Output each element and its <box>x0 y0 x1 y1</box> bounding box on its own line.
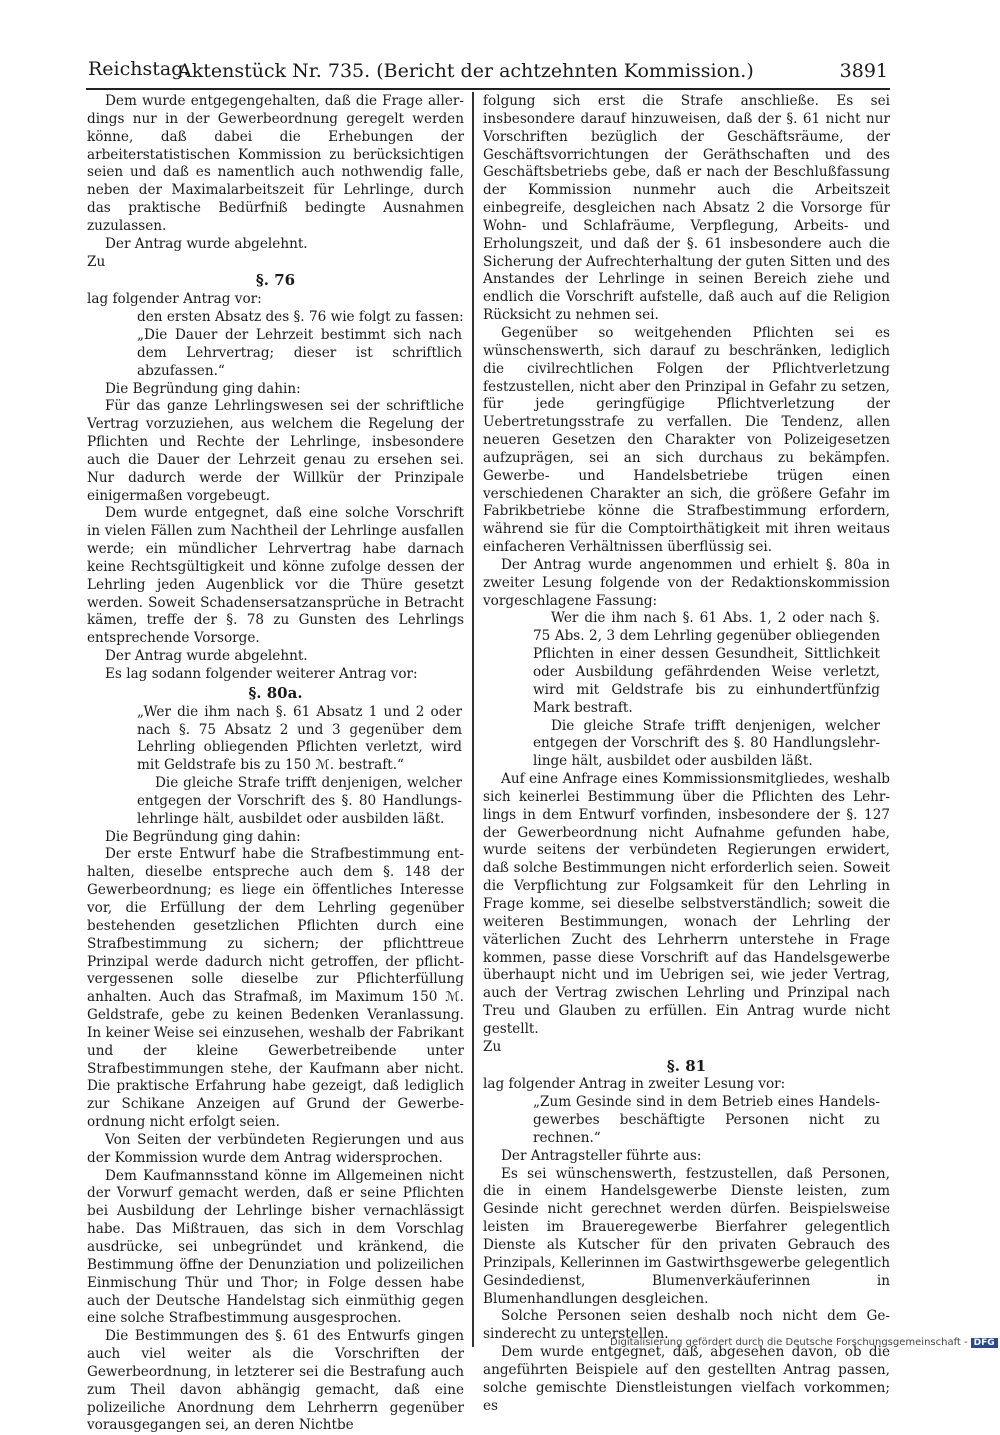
paragraph: folgung sich erst die Strafe anschließe. Es sei insbesondere darauf hinzuweisen, daß der §. 61 nicht nur Vorschriften bezüglich der Geschäftsräume, der Geschäftsvorrichtungen der Geräthschaften und des Geschäftsbetriebs gebe, daß er nach der Beschlußfassung der Kommission nunmehr auch die Arbeitszeit einbegreife, desgleichen nach Absatz 2 die Vorsorge für Wohn- und Schlafräume, Verpflegung, Arbeits- und Erholungszeit, und daß der §. 61 insbesondere auch die Sicherung der Aufrechterhaltung der guten Sitten und des Anstandes der Lehrlinge in seinen Bereich ziehe und endlich die Vorschrift aufstelle, daß auch auf die Religion Rücksicht zu nehmen sei. <box>483 93 890 324</box>
paragraph: Zu <box>87 253 106 270</box>
paragraph: Von Seiten der verbündeten Regierungen und aus der Kommission wurde dem Antrag widersprochen. <box>87 1131 464 1166</box>
header-rule <box>86 88 890 90</box>
paragraph: „Die Dauer der Lehrzeit bestimmt sich nach dem Lehrvertrag; dieser ist schriftlich abzufassen.“ <box>137 326 462 379</box>
paragraph: Dem wurde entgegengehalten, daß die Frage allerdings nur in der Gewerbeordnung geregelt werden könne, daß dabei die Erhebungen der arbeiterstatistischen Kommission zu berücksichtigen seien und daß es namentlich auch nothwendig falle, neben der Maximalarbeitszeit für Lehrlinge, durch das praktische Bedürfniß bedingte Ausnahmen zuzulassen. <box>87 93 464 234</box>
paragraph: Der Antrag wurde abgelehnt. <box>105 235 308 252</box>
paragraph: Dem Kaufmannsstand könne im Allgemeinen nicht der Vorwurf gemacht werden, daß er seine Pflichten bei Ausbildung der Lehrlinge bisher vernachlässigt habe. Das Mißtrauen, das sich in dem Vorschlag ausdrücke, sei unbegründet und kränkend, die Bestimmung öffne der Denunziation und polizeilichen Einmischung Thür und Thor; in Folge dessen habe auch der Deutsche Handelstag sich einmüthig gegen eine solche Strafbestimmung ausgesprochen. <box>87 1167 464 1327</box>
paragraph: Die Begründung ging dahin: <box>105 828 301 845</box>
paragraph: Die Bestimmungen des §. 61 des Entwurfs gingen auch viel weiter als die Vorschriften der Gewerbeordnung, in letzterer sei die Bestrafung auch zum Theil davon abhängig gemacht, daß eine polizeiliche Anordnung dem Lehrherrn gegenüber vorausgegangen sei, an deren Nichtbe <box>87 1328 464 1434</box>
paragraph: Es sei wünschenswerth, festzustellen, daß Personen, die in einem Handelsgewerbe Dienste leisten, zum Gesinde nicht gerechnet werden dürfen. Beispielsweise leisten im Braueregewerbe Bierfahrer gelegentlich Dienste als Kutscher für den privaten Gebrauch des Prinzipals, Kellerinnen im Gastwirthsgewerbe gelegentlich Gesindedienst, Blumenverkäuferinnen in Blumenhandlungen desgleichen. <box>483 1165 890 1307</box>
paragraph: Für das ganze Lehrlingswesen sei der schriftliche Vertrag vorzuziehen, aus welchem die Regelung der Pflichten und Rechte der Lehrlinge, insbesondere auch die Dauer der Lehrzeit genau zu ersehen sei. Nur dadurch werde der Willkür der Prinzipale einigermaßen vorgebeugt. <box>87 398 464 504</box>
paragraph: „Zum Gesinde sind in dem Betrieb eines Handelsgewerbes beschäftigte Personen nicht zu rechnen.“ <box>533 1094 880 1146</box>
paragraph: Die gleiche Strafe trifft denjenigen, welcher entgegen der Vorschrift des §. 80 Handlungslehrlinge hält, ausbildet oder ausbilden läßt. <box>533 717 880 770</box>
paragraph: Es lag sodann folgender weiterer Antrag vor: <box>105 666 418 682</box>
left-column <box>87 93 464 1435</box>
paragraph: Zu <box>483 1038 502 1055</box>
paragraph: Die Begründung ging dahin: <box>105 380 301 397</box>
paragraph: Der Antrag wurde angenommen und erhielt §. 80a in zweiter Lesung folgende von der Redaktionskommission vorgeschlagene Fassung: <box>483 556 890 609</box>
dfg-logo: DFG <box>971 1338 998 1348</box>
paragraph: Der Antragsteller führte aus: <box>501 1147 702 1164</box>
paragraph: Gegenüber so weitgehenden Pflichten sei es wünschenswerth, sich darauf zu beschränken, lediglich die civilrechtlichen Folgen der Pflichtverletzung festzustellen, nicht aber den Prinzipal in Gefahr zu setzen, für jede geringfügige Pflichtverletzung der Uebertretungsstrafe zu verfallen. Die Tendenz, allen neueren Gesetzen den Charakter von Polizeigesetzen aufzuprägen, sei an sich durchaus zu bekämpfen. Gewerbe- und Handelsbetriebe trügen einen verschiedenen Charakter an sich, die größere Gefahr im Fabrikbetriebe könne die Strafbestimmung erfordern, während sie für die Comptoirthätigkeit mit ihren weitaus einfacheren Verhältnissen überflüssig sei. <box>483 324 890 556</box>
paragraph: Wer die ihm nach §. 61 Abs. 1, 2 oder nach §. 75 Abs. 2, 3 dem Lehrling gegenüber obliegenden Pflichten in einer dessen Gesundheit, Sittlichkeit oder Ausbildung gefährdenden Weise verletzt, wird mit Geldstrafe bis zu einhundertfünfzig Mark bestraft. <box>533 610 880 716</box>
paragraph: Dem wurde entgegnet, daß eine solche Vorschrift in vielen Fällen zum Nachtheil der Lehrlinge ausfallen werde; ein mündlicher Lehrvertrag habe darnach keine Rechtsgültigkeit und könne zufolge dessen der Lehrling jeden Augenblick vor die Thüre gesetzt werden. Soweit Schadensersatzansprüche in Betracht kämen, treffe der §. 78 zu Gunsten des Lehrlings entsprechende Vorsorge. <box>87 505 464 647</box>
section-heading: §. 76 <box>255 271 296 290</box>
header-title: Aktenstück Nr. 735. (Bericht der achtzehnten Kommission.) <box>178 60 754 82</box>
paragraph: Dem wurde entgegnet, daß, abgesehen davon, ob die angeführten Beispiele auf den gestellten Antrag passen, solche gemischte Dienstleistungen vielfach vorkommen; es <box>483 1344 890 1414</box>
section-heading: §. 80a. <box>248 683 303 702</box>
paragraph: lag folgender Antrag vor: <box>87 291 262 308</box>
section-heading: §. 81 <box>666 1056 707 1075</box>
paragraph: Auf eine Anfrage eines Kommissionsmitgliedes, weshalb sich keinerlei Bestimmung über die Pflichten des Lehrlings in dem Entwurf vorfinden, insbesondere der §. 127 der Gewerbeordnung nicht Aufnahme gefunden habe, wurde seitens der verbündeten Regierungen erwidert, daß solche Bestimmungen nicht erforderlich seien. Soweit die Verpflichtung zur Folgsamkeit für den Lehrling in Frage komme, sei dieselbe selbstverständlich; soweit die weiteren Bestimmungen, wonach der Lehrling der väterlichen Zucht des Lehrherrn unterstehe in Frage kommen, passe diese Vorschrift auf das Handelsgewerbe überhaupt nicht und im Uebrigen sei, wie jeder Vertrag, auch der Vertrag zwischen Lehrling und Prinzipal nach Treu und Glauben zu erfüllen. Ein Antrag wurde nicht gestellt. <box>483 771 890 1037</box>
right-column <box>483 93 890 1415</box>
paragraph: Der Antrag wurde abgelehnt. <box>105 648 308 665</box>
page-header <box>88 58 888 88</box>
paragraph: Solche Personen seien deshalb noch nicht dem Gesinderecht zu unterstellen. <box>483 1308 890 1343</box>
paragraph: Die gleiche Strafe trifft denjenigen, welcher entgegen der Vorschrift des §. 80 Handlungslehrlinge hält, ausbildet oder ausbilden läßt. <box>137 775 462 827</box>
page-number: 3891 <box>839 60 888 82</box>
footer-credit <box>610 1337 995 1351</box>
paragraph: den ersten Absatz des §. 76 wie folgt zu fassen: <box>137 309 464 326</box>
paragraph: „Wer die ihm nach §. 61 Absatz 1 und 2 oder nach §. 75 Absatz 2 und 3 gegenüber dem Lehrling obliegenden Pflichten verletzt, wird mit Geldstrafe bis zu 150 ℳ. bestraft.“ <box>137 703 462 774</box>
header-left: Reichstag. <box>88 58 190 80</box>
paragraph: Der erste Entwurf habe die Strafbestimmung enthalten, dieselbe entspreche auch dem §. 148 der Gewerbeordnung; es liege ein öffentliches Interesse vor, die Erfüllung der dem Lehrling gegenüber bestehenden gesetzlichen Pflichten durch eine Strafbestimmung zu sichern; der pflichttreue Prinzipal werde dadurch nicht getroffen, der pflichtvergessenen solle dieselbe zur Pflichterfüllung anhalten. Auch das Strafmaß, im Maximum 150 ℳ. Geldstrafe, gebe zu keinen Bedenken Veranlassung. In keiner Weise sei einzusehen, weshalb der Fabrikant und der kleine Gewerbetreibende unter Strafbestimmungen stehe, der Kaufmann aber nicht. Die praktische Erfahrung habe gezeigt, daß lediglich zur Schikane Anzeigen auf Grund der Gewerbeordnung nicht erfolgt seien. <box>87 846 464 1131</box>
footer-text: Digitalisierung gefördert durch die Deutsche Forschungsgemeinschaft - <box>610 1337 968 1348</box>
paragraph: lag folgender Antrag in zweiter Lesung vor: <box>483 1076 786 1093</box>
column-divider <box>472 92 474 1347</box>
